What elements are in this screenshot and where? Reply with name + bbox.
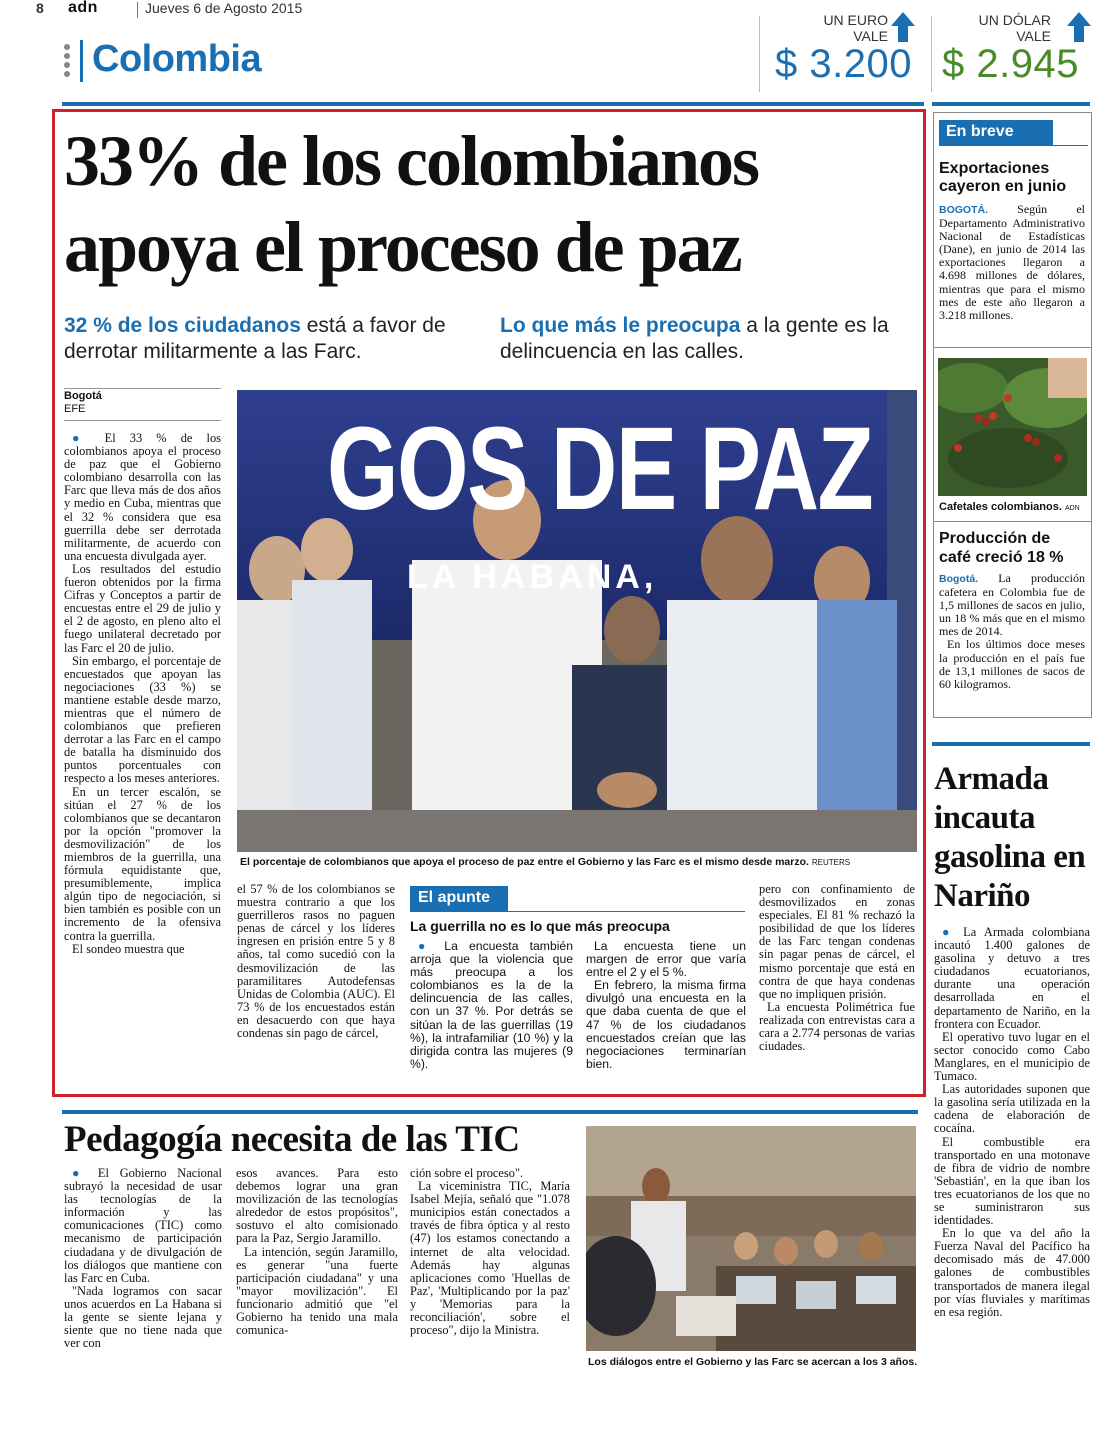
tic-headline: Pedagogía necesita de las TIC [64,1119,520,1160]
subhead-right: Lo que más le preocupa a la gente es la delincuencia en las calles. [500,314,889,363]
article-column-1: ● El 33 % de los colombianos apoya el proceso de paz que el Gobierno colombiano desarrolla con las Farc que lleva más de dos años y medio en Cuba, mientras que el 32 % considera que esa guerrilla debe ser derrotada militarmente, de acuerdo con una encuesta divulgada ayer. Los resultados del estudio fueron obtenidos por la firma Cifras y Conceptos a partir de encuestas entre el 29 de julio y el 2 de agosto, en pleno alto el fuego unilateral decretado por las Farc el 20 de julio. Sin embargo, el porcentaje de encuestados que apoyan las negociaciones (33 %) se mantiene estable desde marzo, mientras que el número de colombianos que prefieren derrotar a las Farc en el campo de batalla ha disminuido dos puntos porcentuales con respecto a los meses anteriores. En un tercer escalón, se sitúan el 27 % de los colombianos que se decantaron por la opción "promover la desmovilización" de los miembros de la guerrilla, una fórmula equidistante que, presumiblemente, implica algún tipo de negociación, si bien también es posible con un incremento de la ofensiva contra la guerrilla. El sondeo muestra que [64,432,221,956]
apunte-label-box [410,886,508,912]
section-dots-icon [64,44,70,84]
apunte-title: La guerrilla no es lo que más preocupa [410,918,670,934]
tic-photo [586,1126,916,1351]
euro-up-arrow-icon [890,10,916,44]
brief-2-title: Producción de café creció 18 % [939,530,1064,566]
dollar-value: $ 2.945 [942,42,1079,86]
brief-2-text: Bogotá. La producción cafetera en Colombia fue de 1,5 millones de sacos en julio, un 18 % más que en el mismo mes de 2014. En los últimos doce meses la producción en el país fue de 13,1 millones de sacos de 60 kilogramos. [939,572,1085,691]
photo-sign-subtext: LA HABANA, [407,558,658,596]
byline-agency: EFE [64,403,86,415]
main-photo [237,390,917,852]
tic-column-3: ción sobre el proceso". La viceministra TIC, María Isabel Mejía, señaló que "1.078 municipios están conectados a través de fibra óptica y al resto (47) los estamos conectando a internet de alta velocidad. Además hay algunas aplicaciones como 'Huellas de Paz', 'Multiplicando por la paz' y 'Memorias para la reconciliación', sobre el proceso", dijo la Ministra. [410,1167,570,1338]
header-date: Jueves 6 de Agosto 2015 [145,0,303,16]
tic-column-2: esos avances. Para esto debemos lograr una gran movilización de las tecnologías alrededor de estos propósitos", sostuvo el alto comisionado para la Paz, Sergio Jaramillo. La intención, según Jaramillo, es generar "una fuerte participación ciudadana" y una "mayor movilización". El funcionario admitió que "el Gobierno ha tenido una mala comunica- [236,1167,398,1338]
brand-logo: adn [68,0,98,16]
article-column-2: el 57 % de los colombianos se muestra contrario a que los guerrilleros rasos no paguen penas de cárcel y los líderes ingresen en prisión entre 5 y 8 años, tal como sucedió con la desmovilización de las paramilitares Autodefensas Unidas de Colombia (AUC). El 73 % de los encuestados están en desacuerdo con que haya condenas sin pago de cárcel, [237,883,395,1041]
apunte-column-2: La encuesta tiene un margen de error que varía entre el 2 y el 5 %. En febrero, la misma firma divulgó una encuesta en la que daba cuenta de que el 47 % de los ciudadanos encuestados creían que las negociaciones terminarían bien. [586,940,746,1071]
apunte-column-1: ● La encuesta también arroja que la violencia que más preocupa a los colombianos es la de la delincuencia de las calles, con un 37 %. Por detrás se sitúan la de las guerrillas (19 %), la intrafamiliar (10 %) y la dirigida contra las mujeres (9 %). [410,940,573,1071]
page-number: 8 [36,0,44,16]
tic-photo-caption: Los diálogos entre el Gobierno y las Farc se acercan a los 3 años. [588,1356,918,1368]
header-divider [137,2,138,18]
main-photo-caption: El porcentaje de colombianos que apoya el proceso de paz entre el Gobierno y las Farc es el mismo desde marzo. REUTERS [240,856,851,868]
coffee-photo-caption: Cafetales colombianos. ADN [939,501,1080,513]
euro-label: UN EURO VALE [823,12,888,44]
top-rule [62,102,924,106]
rate-divider [759,16,760,92]
article-column-5: pero con confinamiento de desmovilizados en zonas especiales. El 81 % rechazó la posibilidad de que los líderes de las Farc tengan condenas sin pagar penas de cárcel, el mismo porcentaje que está en contra de que haya condenas que no impliquen prisión. La encuesta Polimétrica fue realizada con entrevistas cara a cara a 2.774 personas de varias ciudades. [759,883,915,1054]
photo-sign-text: GOS DE PAZ [327,403,873,535]
byline-place: Bogotá [64,390,102,402]
tic-column-1: ● El Gobierno Nacional subrayó la necesidad de usar las tecnologías de la información y las comunicaciones (TIC) como mecanismo de participación ciudadana y de divulgación de los diálogos que mantiene con las Farc en Cuba. "Nada logramos con sacar unos acuerdos en La Habana si la gente se siente lejana y siente que no tiene nada que ver con [64,1167,222,1351]
main-headline: 33% de los colombianos apoya el proceso de paz [64,121,759,287]
apunte-label: El apunte [418,889,491,906]
rate-divider-2 [931,16,932,92]
subhead-left: 32 % de los ciudadanos está a favor de derrotar militarmente a las Farc. [64,314,446,363]
section-bar [80,40,83,82]
coffee-photo [938,358,1087,496]
brief-1-title: Exportaciones cayeron en junio [939,160,1067,195]
sidebar-label: En breve [946,123,1014,140]
dollar-label: UN DÓLAR VALE [978,12,1051,44]
armada-body: ● La Armada colombiana incautó 1.400 galones de gasolina y detuvo a tres ciudadanos ecuatorianos, durante una operación desarrollada en el departamento de Nariño, en la frontera con Ecuador. El operativo tuvo lugar en el sector conocido como Cabo Manglares, en el municipio de Tumaco. Las autoridades suponen que la gasolina sería utilizada en la cadena de elaboración de cocaína. El combustible era transportado en una motonave de fibra de vidrio de nombre 'Sebastián', en la que iban los tres ecuatorianos de los que no se suministraron sus identidades. En lo que va del año la Fuerza Naval del Pacífico ha decomisado más de 47.000 galones de combustibles transportados de manera ilegal por vías fluviales y marítimas en esa región. [934,926,1090,1319]
dollar-up-arrow-icon [1066,10,1092,44]
brief-1-text: BOGOTÁ. Según el Departamento Administrativo Nacional de Estadísticas (Dane), en junio de 2014 las exportaciones llegaron a 4.698 millones de dólares, mientras que para el mismo mes de este año llegaron a 3.218 millones. [939,203,1085,322]
top-rule-side [932,102,1090,106]
armada-headline: Armada incauta gasolina en Nariño [934,761,1086,914]
section-title: Colombia [92,38,262,80]
sidebar-label-box [939,120,1053,146]
euro-value: $ 3.200 [775,42,912,86]
